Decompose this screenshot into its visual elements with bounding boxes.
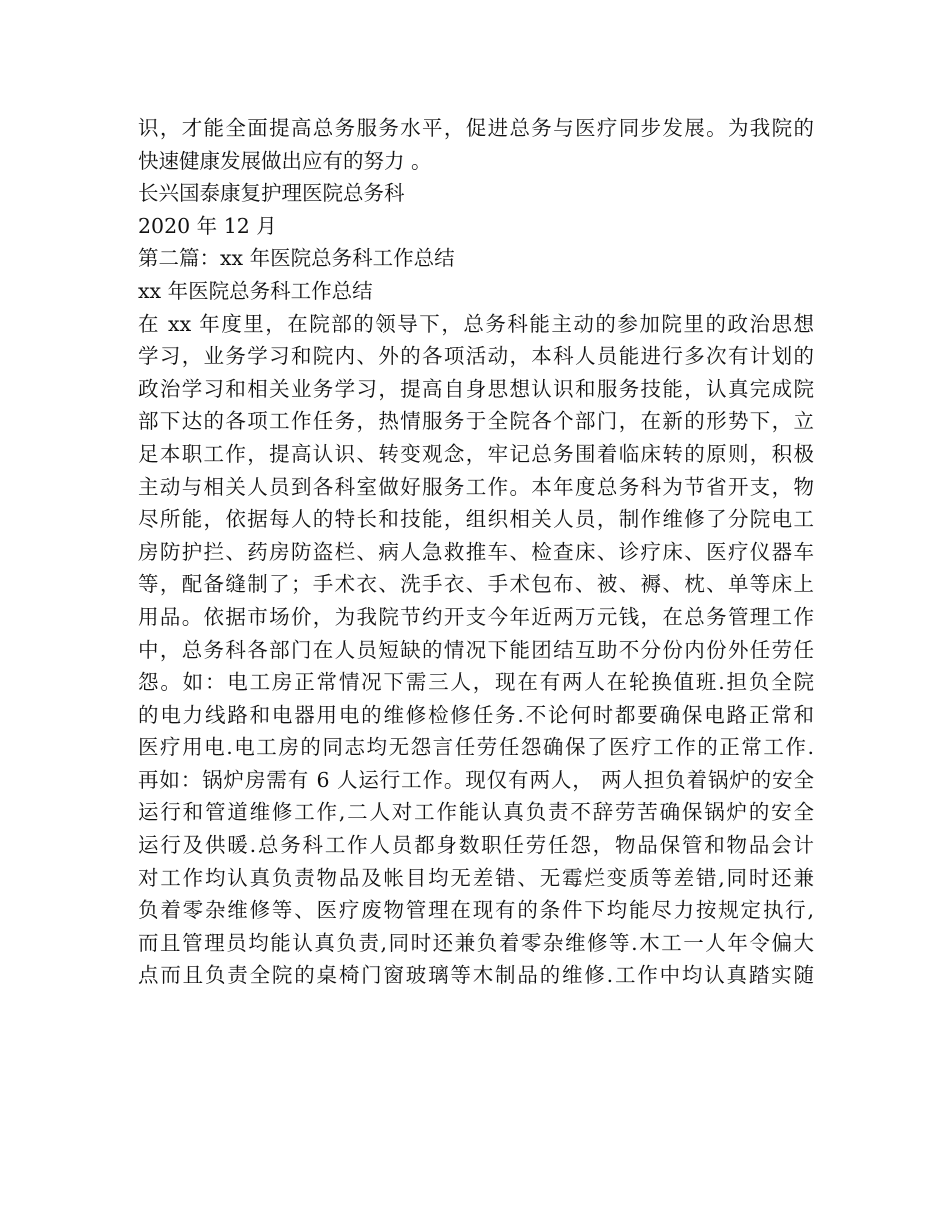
text-line: 足本职工作，提高认识、转变观念，牢记总务围着临床转的原则，积极 <box>138 441 814 466</box>
text-line: 医疗用电.电工房的同志均无怨言任劳任怨确保了医疗工作的正常工作. <box>138 735 814 760</box>
text-line: 主动与相关人员到各科室做好服务工作。本年度总务科为节省开支，物 <box>138 474 814 499</box>
section-heading: 第二篇：xx 年医院总务科工作总结 <box>138 246 455 271</box>
text-line: 再如：锅炉房需有 6 人运行工作。现仅有两人， 两人担负着锅炉的安全 <box>138 767 814 792</box>
text-line: 运行和管道维修工作,二人对工作能认真负责不辞劳苦确保锅炉的安全 <box>138 800 814 825</box>
text-line: 房防护拦、药房防盗栏、病人急救推车、检查床、诊疗床、医疗仪器车 <box>138 539 814 564</box>
text-line: 用品。依据市场价，为我院节约开支今年近两万元钱，在总务管理工作 <box>138 604 814 629</box>
text-line: 部下达的各项工作任务，热情服务于全院各个部门，在新的形势下，立 <box>138 409 814 434</box>
document-body <box>138 112 814 992</box>
text-line: 识，才能全面提高总务服务水平，促进总务与医疗同步发展。为我院的 <box>138 116 814 140</box>
text-line: 学习，业务学习和院内、外的各项活动，本科人员能进行多次有计划的 <box>138 344 814 369</box>
text-line: 尽所能，依据每人的特长和技能，组织相关人员，制作维修了分院电工 <box>138 507 814 532</box>
text-line: 而且管理员均能认真负责,同时还兼负着零杂维修等.木工一人年令偏大 <box>138 930 814 955</box>
text-line: 负着零杂维修等、医疗废物管理在现有的条件下均能尽力按规定执行, <box>138 898 814 923</box>
document-date: 2020 年 12 月 <box>138 213 277 238</box>
text-line: 政治学习和相关业务学习，提高自身思想认识和服务技能，认真完成院 <box>138 376 814 401</box>
text-line: 怨。如：电工房正常情况下需三人，现在有两人在轮换值班.担负全院 <box>138 670 814 695</box>
text-line: 的电力线路和电器用电的维修检修任务.不论何时都要确保电路正常和 <box>138 702 814 727</box>
text-line: 快速健康发展做出应有的努力 。 <box>138 148 432 173</box>
text-line: 等，配备缝制了；手术衣、洗手衣、手术包布、被、褥、枕、单等床上 <box>138 572 814 597</box>
text-line: 对工作均认真负责物品及帐目均无差错、无霉烂变质等差错,同时还兼 <box>138 865 814 890</box>
organization-name: 长兴国泰康复护理医院总务科 <box>138 181 405 206</box>
text-line: 中，总务科各部门在人员短缺的情况下能团结互助不分份内份外任劳任 <box>138 637 814 662</box>
text-line: 运行及供暖.总务科工作人员都身数职任劳任怨，物品保管和物品会计 <box>138 833 814 858</box>
text-line: 点而且负责全院的桌椅门窗玻璃等木制品的维修.工作中均认真踏实随 <box>138 963 814 988</box>
text-line: 在 xx 年度里，在院部的领导下，总务科能主动的参加院里的政治思想 <box>138 311 814 336</box>
section-title: xx 年医院总务科工作总结 <box>138 278 373 303</box>
